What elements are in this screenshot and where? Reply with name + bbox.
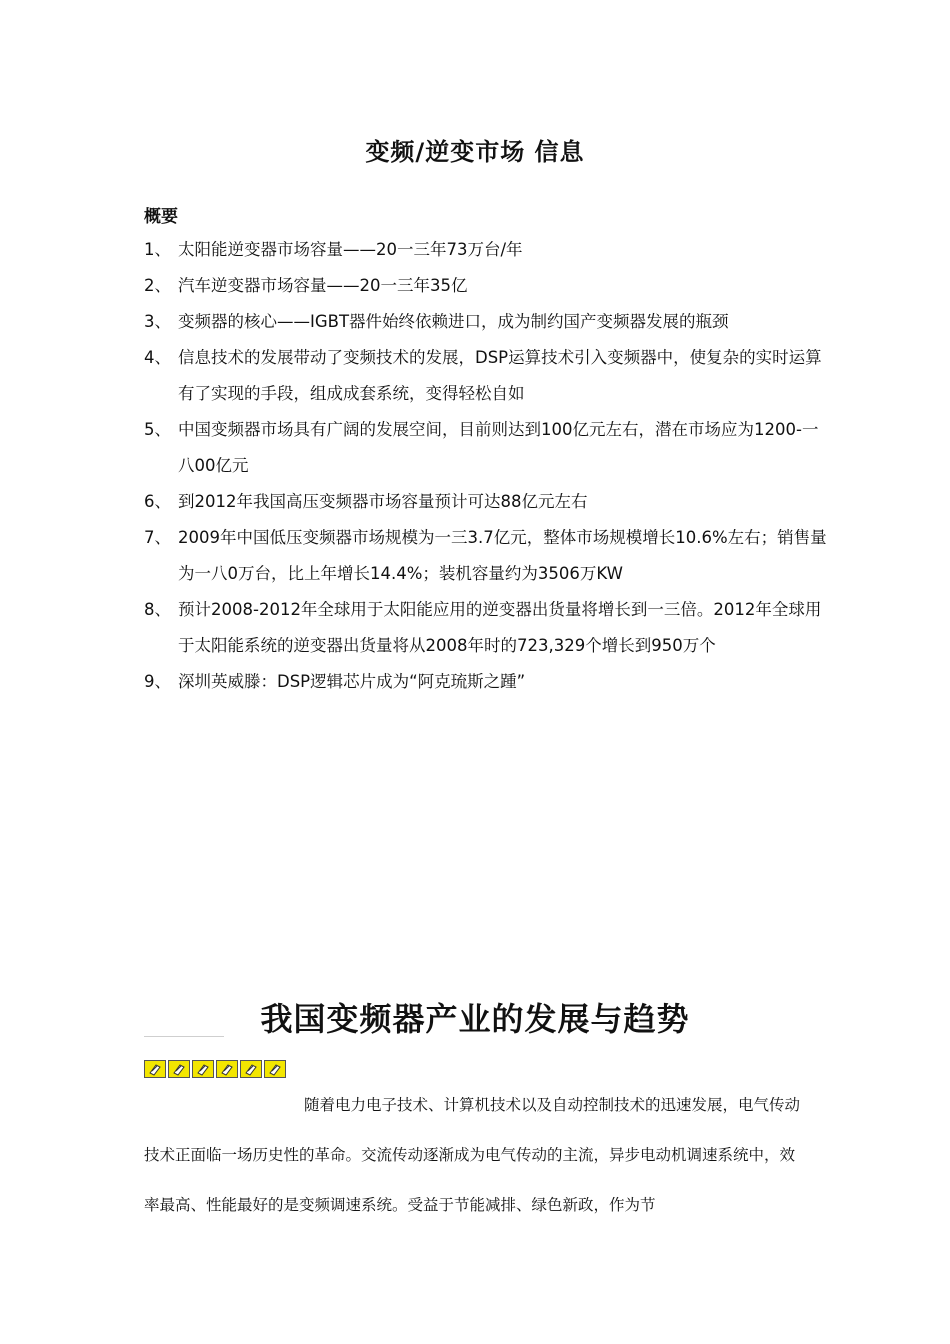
list-item <box>144 664 834 700</box>
list-item <box>144 412 834 484</box>
item-text: 变频器的核心——IGBT器件始终依赖进口，成为制约国产变频器发展的瓶颈 <box>178 312 729 331</box>
list-item <box>144 484 834 520</box>
list-item <box>144 520 834 592</box>
document-title: 变频/逆变市场 信息 <box>365 138 585 166</box>
rating-icon <box>144 1060 166 1078</box>
summary-list <box>144 232 834 700</box>
item-text: 中国变频器市场具有广阔的发展空间，目前则达到100亿元左右，潜在市场应为1200-一八00亿元 <box>178 420 819 475</box>
list-item <box>144 268 834 304</box>
item-number: 3、 <box>144 312 171 331</box>
section-title: 我国变频器产业的发展与趋势 <box>260 1000 690 1038</box>
summary-heading: 概要 <box>144 207 178 227</box>
rating-icon <box>216 1060 238 1078</box>
item-number: 8、 <box>144 600 171 619</box>
body-paragraph: 随着电力电子技术、计算机技术以及自动控制技术的迅速发展，电气传动技术正面临一场历史性的革命。交流传动逐渐成为电气传动的主流，异步电动机调速系统中，效率最高、性能最好的是变频调速系统。受益于节能减排、绿色新政，作为节 <box>144 1096 801 1214</box>
item-text: 太阳能逆变器市场容量——20一三年73万台/年 <box>178 240 523 259</box>
item-number: 9、 <box>144 672 171 691</box>
list-item <box>144 592 834 664</box>
rating-icon <box>168 1060 190 1078</box>
rating-icon <box>240 1060 262 1078</box>
item-number: 7、 <box>144 528 171 547</box>
item-text: 深圳英威滕：DSP逻辑芯片成为“阿克琉斯之踵” <box>178 672 526 691</box>
list-item <box>144 232 834 268</box>
rating-icon <box>192 1060 214 1078</box>
item-text: 2009年中国低压变频器市场规模为一三3.7亿元，整体市场规模增长10.6%左右；销售量为一八0万台，比上年增长14.4%；装机容量约为3506万KW <box>178 528 827 583</box>
item-number: 5、 <box>144 420 171 439</box>
item-number: 2、 <box>144 276 171 295</box>
item-text: 到2012年我国高压变频器市场容量预计可达88亿元左右 <box>178 492 588 511</box>
list-item <box>144 340 834 412</box>
item-text: 信息技术的发展带动了变频技术的发展，DSP运算技术引入变频器中，使复杂的实时运算有了实现的手段，组成成套系统，变得轻松自如 <box>178 348 822 403</box>
list-item <box>144 304 834 340</box>
item-number: 6、 <box>144 492 171 511</box>
item-text: 预计2008-2012年全球用于太阳能应用的逆变器出货量将增长到一三倍。2012年全球用于太阳能系统的逆变器出货量将从2008年时的723,329个增长到950万个 <box>178 600 822 655</box>
rating-icons <box>144 1060 288 1078</box>
item-number: 1、 <box>144 240 171 259</box>
item-text: 汽车逆变器市场容量——20一三年35亿 <box>178 276 468 295</box>
divider <box>144 1036 224 1037</box>
rating-icon <box>264 1060 286 1078</box>
item-number: 4、 <box>144 348 171 367</box>
